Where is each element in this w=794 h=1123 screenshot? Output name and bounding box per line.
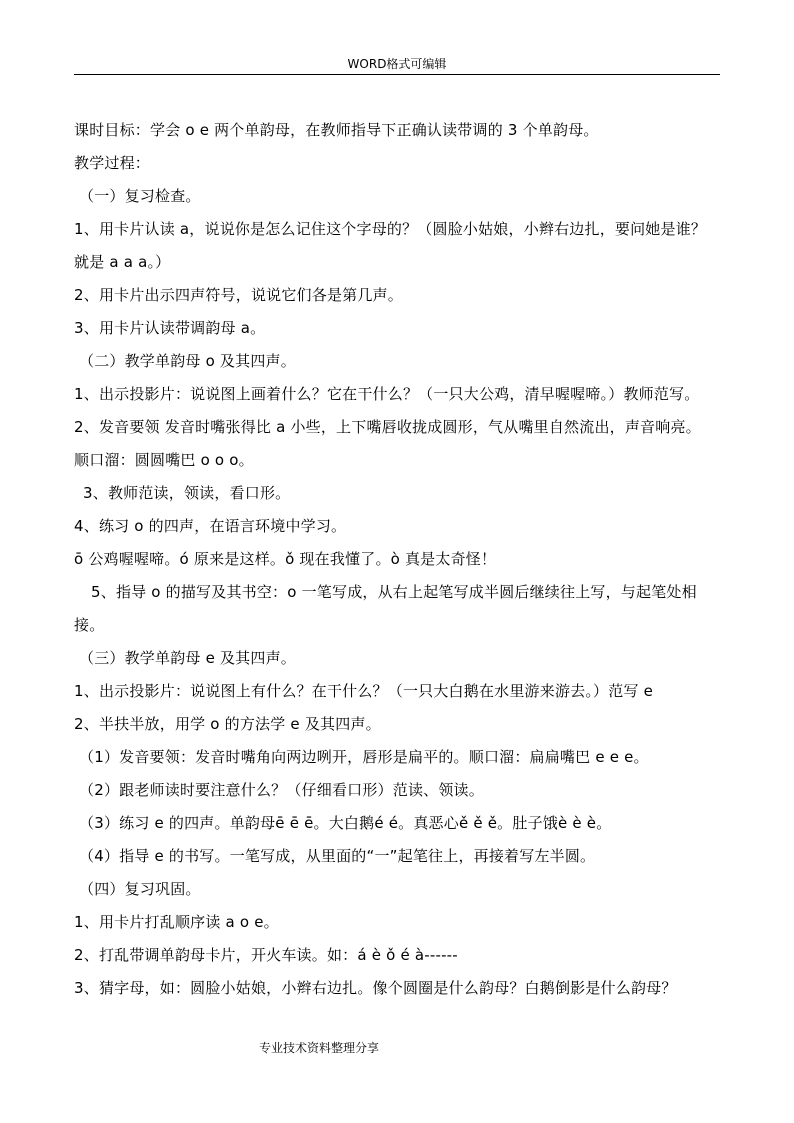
paragraph-line: 教学过程： [74, 154, 151, 172]
paragraph-line: 4、练习 o 的四声，在语言环境中学习。 [74, 517, 347, 535]
section-heading: （四）复习巩固。 [79, 880, 201, 898]
paragraph-line: 2、打乱带调单韵母卡片，开火车读。如：á è ǒ é à------ [74, 946, 458, 964]
paragraph-line: 2、发音要领 发音时嘴张得比 a 小些，上下嘴唇收拢成圆形，气从嘴里自然流出，声音响亮。 [74, 418, 701, 436]
section-heading: （二）教学单韵母 o 及其四声。 [79, 352, 296, 370]
paragraph-line: 1、用卡片认读 a，说说你是怎么记住这个字母的？（圆脸小姑娘，小辫右边扎，要问她是谁？ [74, 220, 707, 238]
paragraph-line: （3）练习 e 的四声。单韵母ē ē ē。大白鹅é é。真恶心ě ě ě。肚子饿è è è。 [79, 814, 612, 832]
header-text: WORD格式可编辑 [347, 57, 447, 71]
paragraph-line: 接。 [74, 616, 105, 634]
paragraph-line: 就是 a a a。） [74, 253, 171, 271]
section-heading: （一）复习检查。 [79, 187, 201, 205]
paragraph-line: （1）发音要领：发音时嘴角向两边咧开，唇形是扁平的。顺口溜：扁扁嘴巴 e e e。 [79, 748, 649, 766]
paragraph-line: 1、出示投影片：说说图上有什么？在干什么？（一只大白鹅在水里游来游去。）范写 e [74, 682, 654, 700]
page-header [74, 54, 720, 75]
paragraph-line: 3、教师范读，领读，看口形。 [83, 484, 291, 502]
paragraph-line: 2、用卡片出示四声符号，说说它们各是第几声。 [74, 286, 403, 304]
paragraph-line: 顺口溜：圆圆嘴巴 o o o。 [74, 451, 254, 469]
paragraph-line: 课时目标：学会 o e 两个单韵母，在教师指导下正确认读带调的 3 个单韵母。 [74, 121, 599, 139]
paragraph-line: 1、出示投影片：说说图上画着什么？它在干什么？（一只大公鸡，清早喔喔啼。）教师范写。 [74, 385, 700, 403]
paragraph-line: （4）指导 e 的书写。一笔写成，从里面的“一”起笔往上，再接着写左半圆。 [79, 847, 596, 865]
paragraph-line: 3、猜字母，如：圆脸小姑娘，小辫右边扎。像个圆圈是什么韵母？白鹅倒影是什么韵母？ [74, 979, 677, 997]
paragraph-line: ō 公鸡喔喔啼。ó 原来是这样。ǒ 现在我懂了。ò 真是太奇怪！ [74, 550, 497, 568]
paragraph-line: （2）跟老师读时要注意什么？（仔细看口形）范读、领读。 [79, 781, 484, 799]
paragraph-line: 3、用卡片认读带调韵母 a。 [74, 319, 266, 337]
document-body [74, 114, 724, 1005]
section-heading: （三）教学单韵母 e 及其四声。 [79, 649, 296, 667]
paragraph-line: 1、用卡片打乱顺序读 a o e。 [74, 913, 279, 931]
paragraph-line: 5、指导 o 的描写及其书空：o 一笔写成，从右上起笔写成半圆后继续往上写，与起笔处相 [91, 583, 697, 601]
page-footer: 专业技术资料整理分享 [259, 1041, 380, 1055]
paragraph-line: 2、半扶半放，用学 o 的方法学 e 及其四声。 [74, 715, 381, 733]
